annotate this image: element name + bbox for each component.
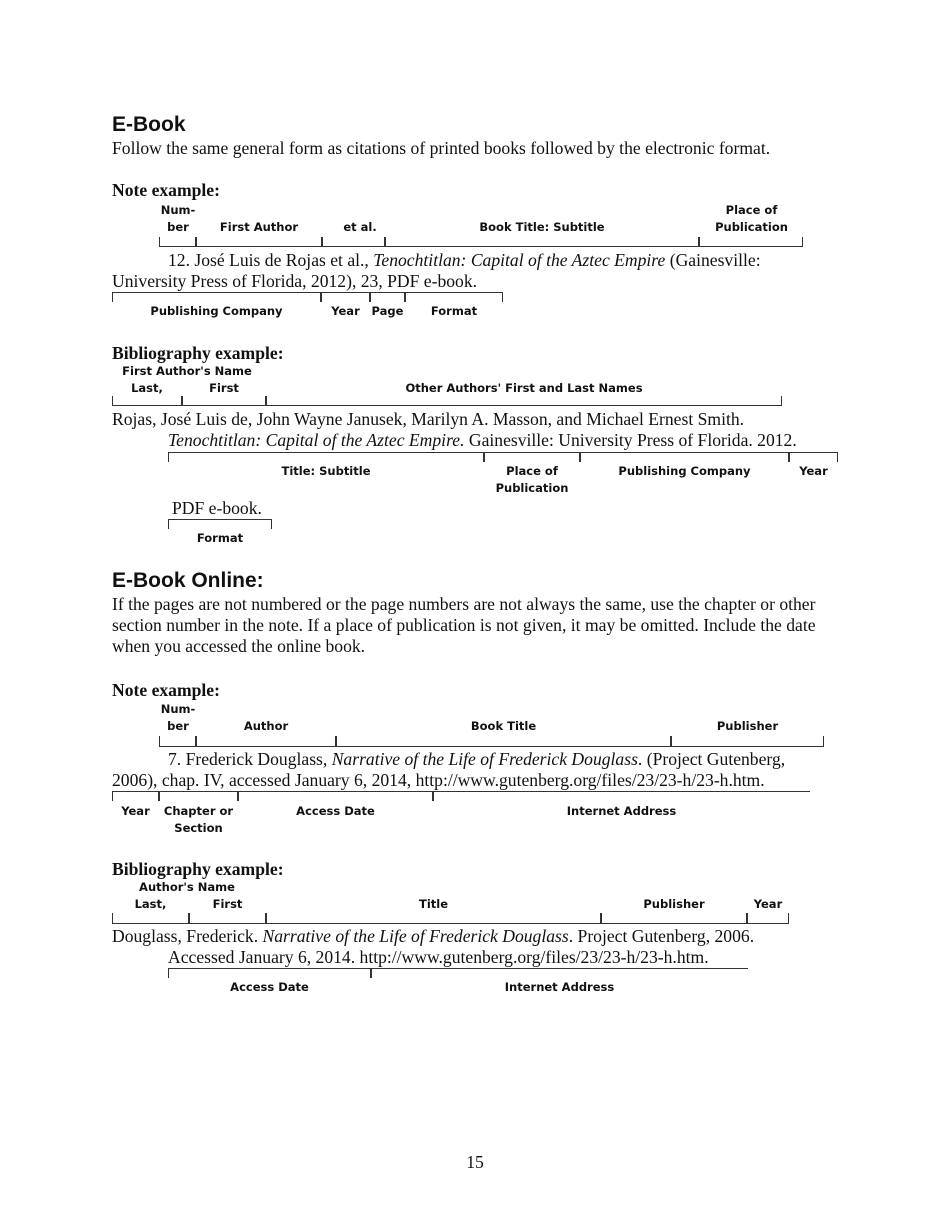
online-label-chapter-line2: Section [174, 821, 223, 835]
label-title-subtitle: Title: Subtitle [281, 464, 371, 478]
label-bib-place [484, 463, 580, 497]
online-label-last: Last, [134, 897, 167, 911]
online-bib-text: . Project Gutenberg, 2006. [568, 926, 755, 946]
label-bib-place-line1: Place of [506, 464, 558, 478]
online-bib-line1 [112, 926, 754, 947]
online-bracket-title [266, 913, 601, 924]
bracket-book-title [385, 237, 699, 247]
ebook-note-line1 [168, 250, 761, 271]
online-label-chapter-line1: Chapter or [163, 804, 234, 818]
bracket-et-al [322, 237, 385, 247]
online-label-internet-address: Internet Address [566, 804, 677, 818]
ebook-bib-heading: Bibliography example: [112, 343, 284, 363]
label-place-line2: Publication [715, 220, 788, 234]
online-bracket-bib-year [747, 913, 789, 924]
online-label-number-line2: ber [167, 719, 189, 733]
online-note-text: . (Project Gutenberg, [637, 749, 786, 769]
label-publishing-company: Publishing Company [150, 304, 283, 318]
label-first-author: First Author [219, 220, 299, 234]
label-et-al: et al. [343, 220, 377, 234]
label-book-title-subtitle: Book Title: Subtitle [479, 220, 605, 234]
label-bib-publishing-company: Publishing Company [618, 464, 751, 478]
label-format: Format [430, 304, 478, 318]
bracket-publishing-company [112, 292, 321, 302]
label-number-line1: Num- [160, 203, 196, 217]
bracket-number [159, 237, 196, 247]
online-note-heading: Note example: [112, 680, 220, 700]
bracket-first-author [196, 237, 322, 247]
note-text: 12. José Luis de Rojas et al., [168, 250, 374, 270]
section-heading-ebook: E-Book [112, 113, 186, 136]
bracket-bib-year [789, 452, 838, 462]
label-place-of-publication [700, 202, 803, 236]
online-bracket-last [112, 913, 189, 924]
bracket-first [182, 396, 266, 406]
label-year: Year [331, 304, 360, 318]
online-bib-text: Douglass, Frederick. [112, 926, 263, 946]
bracket-other-authors [266, 396, 782, 406]
bracket-bib-format [168, 519, 272, 529]
ebook-bib-line1: Rojas, José Luis de, John Wayne Janusek, Marilyn A. Masson, and Michael Ernest Smith. [112, 409, 745, 429]
online-label-bib-internet-address: Internet Address [504, 980, 615, 994]
online-label-year: Year [121, 804, 150, 818]
note-title-italic: Tenochtitlan: Capital of the Aztec Empire [373, 250, 666, 270]
online-bracket-bib-internet-address [371, 968, 748, 978]
online-label-first: First [212, 897, 243, 911]
online-label-access-date: Access Date [296, 804, 375, 818]
bracket-place [699, 237, 803, 247]
ebook-note-line2: University Press of Florida, 2012), 23, PDF e-book. [112, 271, 478, 291]
ebook-bib-line3: PDF e-book. [172, 498, 262, 518]
bracket-place-of-publication [484, 452, 580, 462]
online-bracket-author [196, 736, 336, 747]
ebook-note-heading: Note example: [112, 180, 220, 200]
online-bracket-first [189, 913, 266, 924]
online-label-bib-access-date: Access Date [230, 980, 309, 994]
online-label-chapter [159, 803, 238, 837]
label-first-authors-name: First Author's Name [122, 364, 252, 378]
label-page: Page [371, 304, 404, 318]
online-bib-line2: Accessed January 6, 2014. http://www.gutenberg.org/files/23/23-h/23-h.htm. [168, 947, 709, 967]
online-bib-heading: Bibliography example: [112, 859, 284, 879]
online-bracket-publisher [671, 736, 824, 747]
label-first: First [209, 381, 239, 395]
online-label-publisher: Publisher [716, 719, 779, 733]
online-note-title-italic: Narrative of the Life of Frederick Douglass [331, 749, 638, 769]
online-bracket-internet-address [433, 791, 810, 801]
bracket-title-subtitle [168, 452, 484, 462]
ebook-online-intro: If the pages are not numbered or the page numbers are not always the same, use the chapter or other section number in the note. If a place of publication is not given, it may be omitted. Include the date when you accessed the online book. [112, 594, 816, 656]
label-bib-place-line2: Publication [495, 481, 569, 495]
online-note-line1 [168, 749, 785, 770]
online-note-line2: 2006), chap. IV, accessed January 6, 2014, http://www.gutenberg.org/files/23/23-h/23-h.htm. [112, 770, 765, 790]
online-bracket-bib-publisher [601, 913, 747, 924]
page-number: 15 [466, 1152, 484, 1172]
online-label-authors-name: Author's Name [139, 880, 235, 894]
online-bib-title-italic: Narrative of the Life of Frederick Douglass [262, 926, 569, 946]
bracket-year [321, 292, 370, 302]
note-text: (Gainesville: [665, 250, 761, 270]
online-label-number [159, 701, 197, 735]
label-other-authors: Other Authors' First and Last Names [405, 381, 643, 395]
bracket-format [405, 292, 503, 302]
online-bracket-number [159, 736, 196, 747]
label-bib-year: Year [799, 464, 828, 478]
online-bracket-year [112, 791, 159, 801]
label-bib-format: Format [196, 531, 244, 545]
bracket-last [112, 396, 182, 406]
bib-text: Gainesville: University Press of Florida. 2012. [464, 430, 797, 450]
ebook-bib-line2 [168, 430, 797, 451]
section-heading-ebook-online: E-Book Online: [112, 569, 264, 592]
online-label-title: Title [418, 897, 449, 911]
bracket-page [370, 292, 405, 302]
label-last: Last, [131, 381, 163, 395]
online-bracket-chapter [159, 791, 238, 801]
online-note-text: 7. Frederick Douglass, [168, 749, 332, 769]
label-number-line2: ber [167, 220, 189, 234]
bracket-bib-publishing-company [580, 452, 789, 462]
ebook-intro: Follow the same general form as citations of printed books followed by the electronic format. [112, 138, 771, 158]
bib-title-italic: Tenochtitlan: Capital of the Aztec Empire. [168, 430, 465, 450]
online-label-book-title: Book Title [470, 719, 537, 733]
online-label-bib-year: Year [753, 897, 783, 911]
online-label-number-line1: Num- [160, 702, 196, 716]
online-bracket-access-date [238, 791, 433, 801]
online-label-author: Author [243, 719, 289, 733]
online-bracket-bib-access-date [168, 968, 371, 978]
online-label-bib-publisher: Publisher [643, 897, 705, 911]
online-bracket-book-title [336, 736, 671, 747]
label-place-line1: Place of [725, 203, 778, 217]
label-number [159, 202, 197, 236]
